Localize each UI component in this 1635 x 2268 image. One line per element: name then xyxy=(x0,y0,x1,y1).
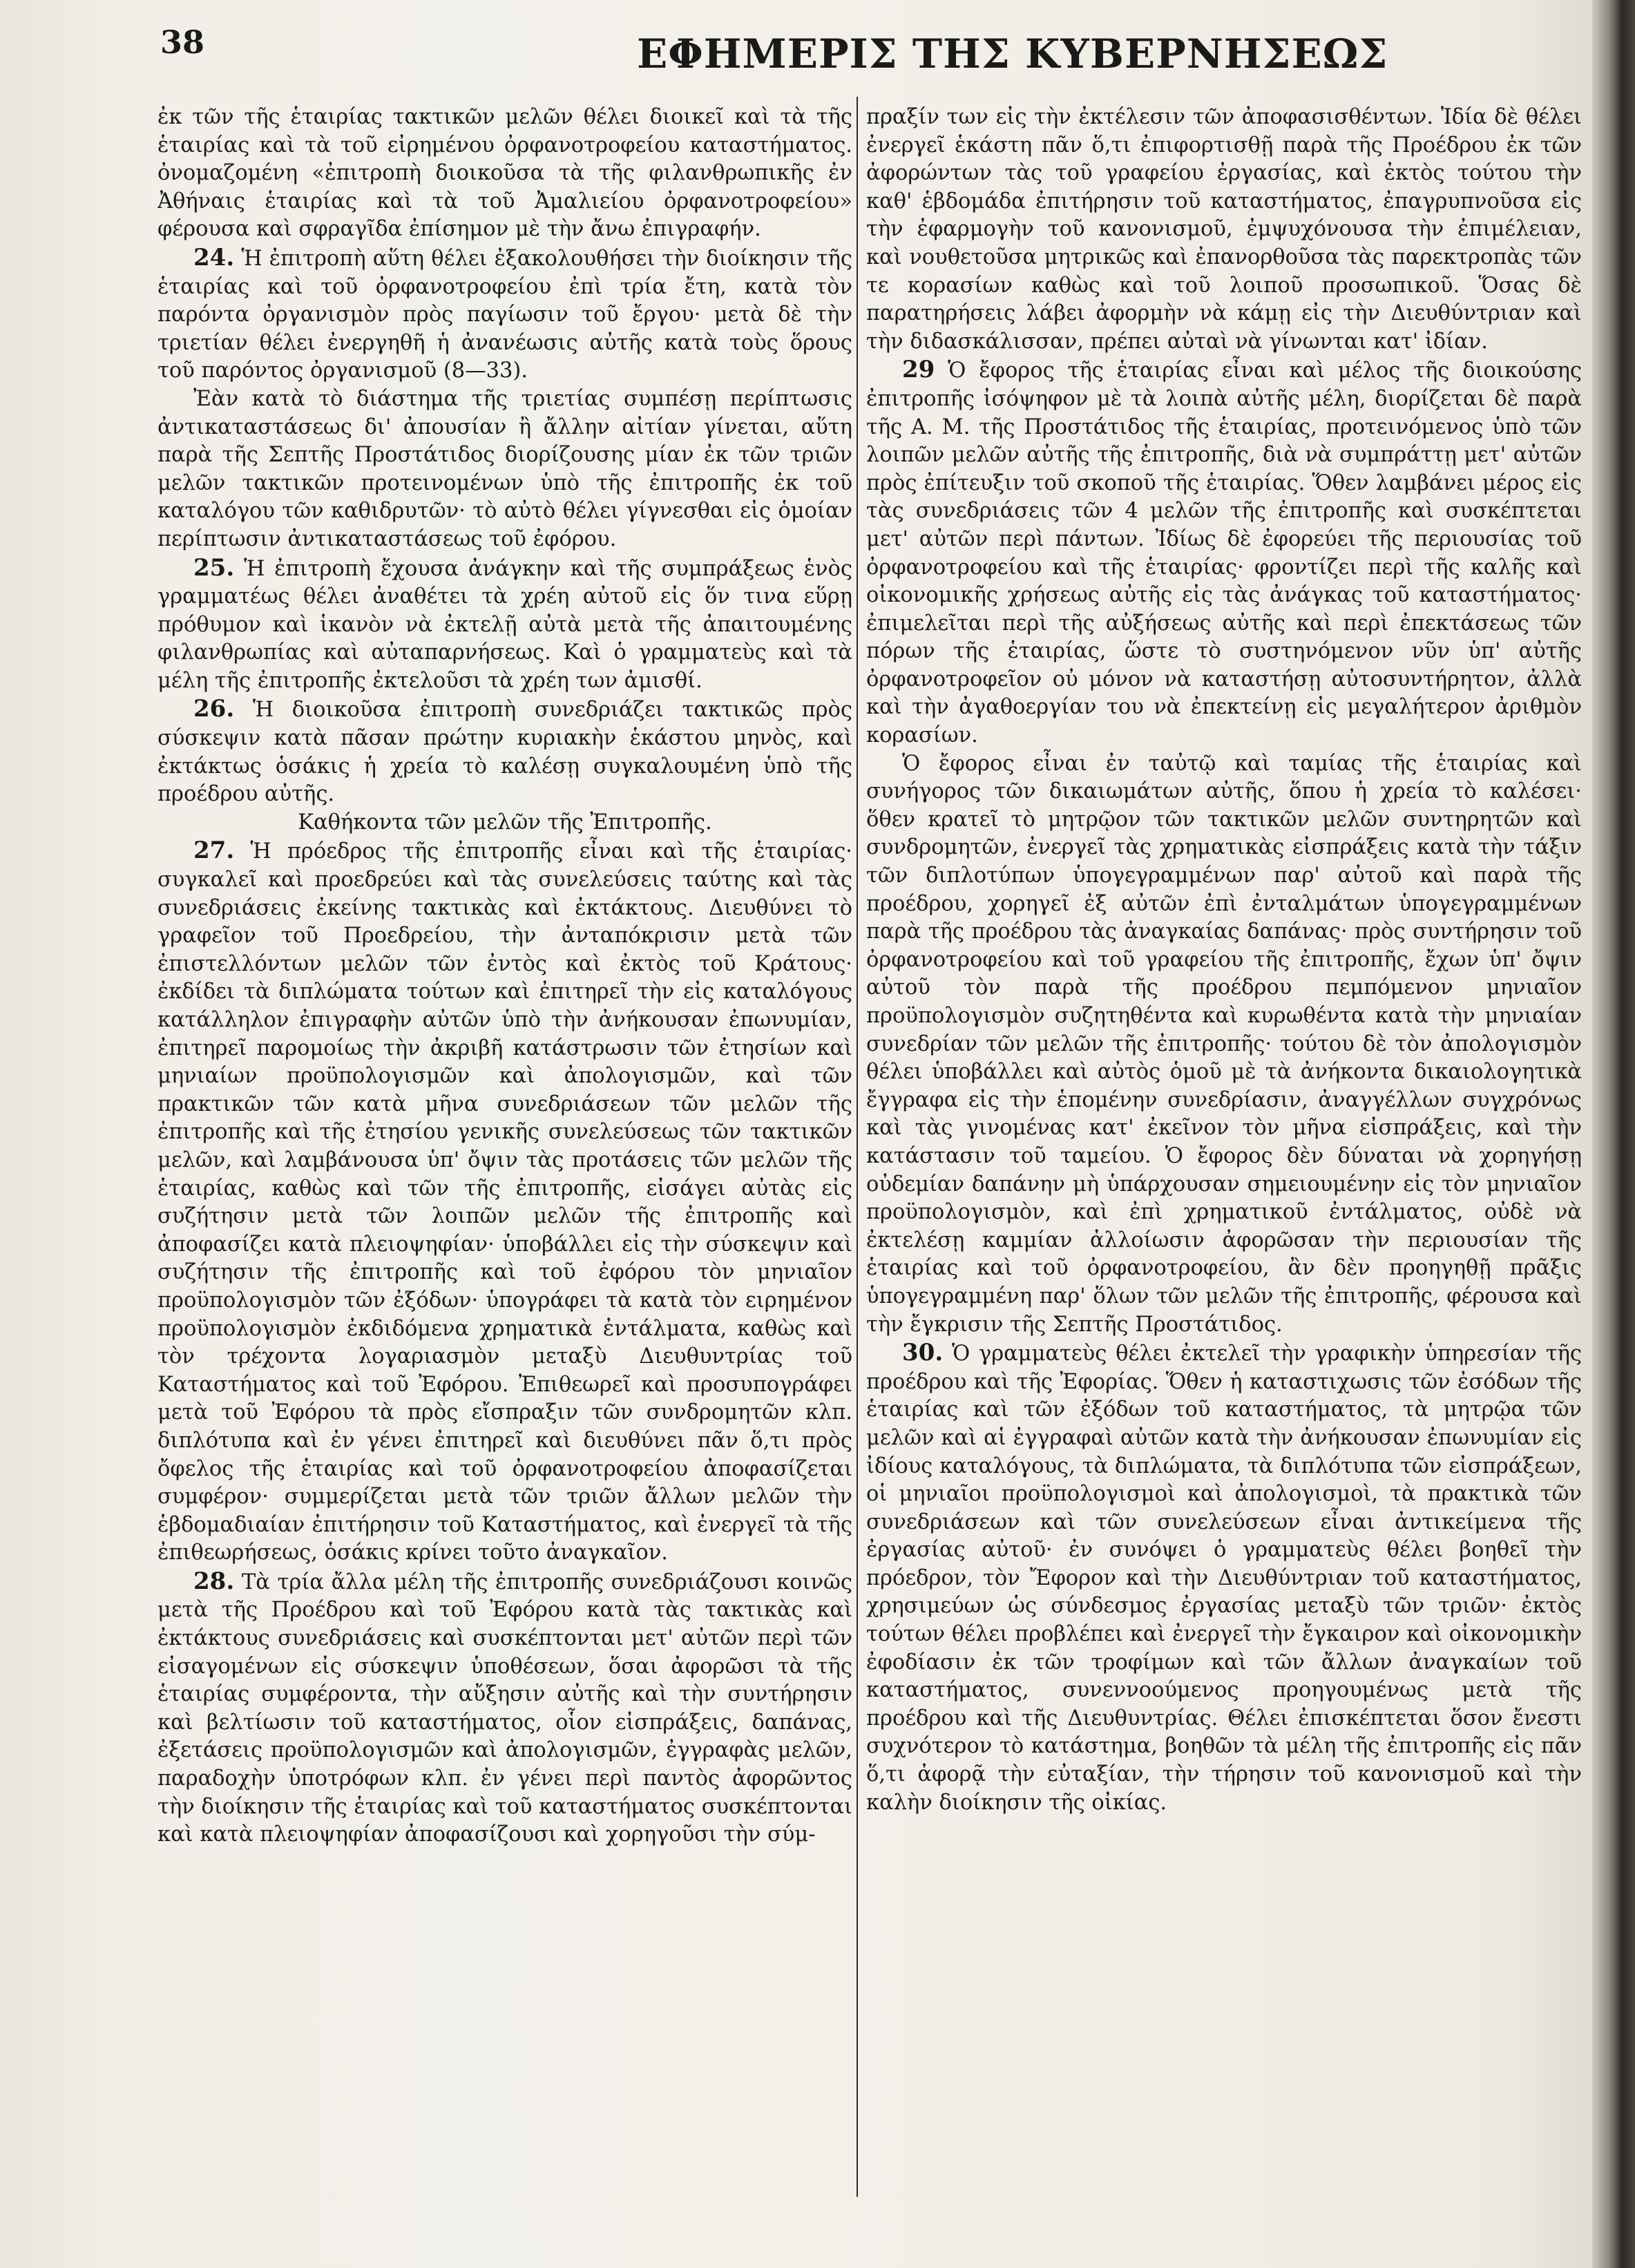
intro-paragraph: ἐκ τῶν τῆς ἑταιρίας τακτικῶν μελῶν θέλει διοικεῖ καὶ τὰ τῆς ἑταιρίας καὶ τὰ τοῦ εἰρημένου ὀρφανοτροφείου καταστήματος. ὀνομαζομένη «ἐπιτροπὴ διοικοῦσα τὰ τῆς φιλανθρωπικῆς ἐν Ἀθήναις ἑταιρίας καὶ τὰ τοῦ Ἀμαλιείου ὀρφανοτροφείου» φέρουσα καὶ σφραγῖδα ἐπίσημον μὲ τὴν ἄνω ἐπιγραφήν. xyxy=(157,105,852,242)
article-number: 30. xyxy=(902,1339,944,1367)
article-26: 26. Ἡ διοικοῦσα ἐπιτροπὴ συνεδριάζει τακτικῶς πρὸς σύσκεψιν κατὰ πᾶσαν πρώτην κυριακὴν ἑκάστου μηνὸς, καὶ ἐκτάκτως ὁσάκις ἡ χρεία τὸ καλέσῃ συγκαλουμένη ὑπὸ τῆς προέδρου αὐτῆς. xyxy=(157,695,852,807)
right-column xyxy=(866,104,1582,2211)
article-29-continued: Ὁ ἔφορος εἶναι ἐν ταὐτῷ καὶ ταμίας τῆς ἑταιρίας καὶ συνήγορος τῶν δικαιωμάτων αὐτῆς, ὅπου ἡ χρεία τὸ καλέσει· ὅθεν κρατεῖ τὸ μητρῷον τῶν τακτικῶν μελῶν συντηρητῶν καὶ συνδρομητῶν, ἐνεργεῖ τὰς χρηματικὰς εἰσπράξεις κατὰ τὴν τάξιν τῶν διπλοτύπων ὑπογεγραμμένων παρ' αὐτοῦ καὶ παρὰ τῆς προέδρου, χορηγεῖ ἐξ αὐτῶν ἐπὶ ἐνταλμάτων ὑπογεγραμμένων παρὰ τῆς προέδρου τὰς ἀναγκαίας δαπάνας· πρὸς συντήρησιν τοῦ ὀρφανοτροφείου καὶ τοῦ γραφείου τῆς ἐπιτροπῆς, ἔχων ὑπ' ὄψιν αὐτοῦ τὸν παρὰ τῆς προέδρου πεμπόμενον μηνιαῖον προϋπολογισμὸν συζητηθέντα καὶ κυρωθέντα κατὰ τὴν μηνιαίαν συνεδρίαν τῶν μελῶν τῆς ἐπιτροπῆς· τούτου δὲ τὸν ἀπολογισμὸν θέλει ὑποβάλλει καὶ αὐτὸς ὁμοῦ μὲ τὰ ἀνήκοντα δικαιολογητικὰ ἔγγραφα εἰς τὴν ἑπομένην συνεδρίασιν, ἀναγγέλλων συγχρόνως καὶ τὰς γινομένας κατ' ἐκεῖνον τὸν μῆνα εἰσπράξεις, καὶ τὴν κατάστασιν τοῦ ταμείου. Ὁ ἔφορος δὲν δύναται νὰ χορηγήσῃ οὐδεμίαν δαπάνην μὴ ὑπάρχουσαν σημειουμένην εἰς τὸν μηνιαῖον προϋπολογισμὸν, καὶ ἐπὶ χρηματικοῦ ἐντάλματος, οὐδὲ νὰ ἐκτελέσῃ καμμίαν ἀλλοίωσιν ἀφορῶσαν τὴν περιουσίαν τῆς ἑταιρίας καὶ τοῦ ὀρφανοτροφείου, ἂν δὲν προηγηθῇ πρᾶξις ὑπογεγραμμένη παρ' ὅλων τῶν μελῶν τῆς ἐπιτροπῆς, φέρουσα καὶ τὴν ἔγκρισιν τῆς Σεπτῆς Προστάτιδος. xyxy=(866,751,1582,1337)
article-30: 30. Ὁ γραμματεὺς θέλει ἐκτελεῖ τὴν γραφικὴν ὑπηρεσίαν τῆς προέδρου καὶ τῆς Ἐφορίας. Ὅθεν ἡ καταστιχωσις τῶν ἐσόδων τῆς ἑταιρίας καὶ τῶν ἐξόδων τοῦ καταστήματος, τὰ μητρῷα τῶν μελῶν καὶ αἱ ἐγγραφαὶ αὐτῶν κατὰ τὴν ἀνήκουσαν ἐπωνυμίαν εἰς ἰδίους καταλόγους, τὰ διπλώματα, τὰ διπλότυπα τῶν εἰσπράξεων, οἱ μηνιαῖοι προϋπολογισμοὶ καὶ ἀπολογισμοὶ, τὰ πρακτικὰ τῶν συνεδριάσεων καὶ τῶν συνελεύσεων εἶναι ἀντικείμενα τῆς ἐργασίας αὐτοῦ· ἐν συνόψει ὁ γραμματεὺς θέλει βοηθεῖ τὴν πρόεδρον, τὸν Ἔφορον καὶ τὴν Διευθύντριαν τοῦ καταστήματος, χρησιμεύων ὡς σύνδεσμος ἐργασίας μεταξὺ τῶν τριῶν· ἐκτὸς τούτων θέλει προβλέπει καὶ ἐνεργεῖ τὴν ἔγκαιρον καὶ οἰκονομικὴν ἐφοδίασιν ἐκ τῶν τροφίμων καὶ τῶν ἄλλων ἀναγκαίων τοῦ καταστήματος, συνεννοούμενος προηγουμένως μετὰ τῆς προέδρου καὶ τῆς Διευθυντρίας. Θέλει ἐπισκέπτεται ὅσον ἔνεστι συχνότερον τὸ κατάστημα, βοηθῶν τὰ μέλη τῆς ἐπιτροπῆς εἰς πᾶν ὅ,τι ἀφορᾷ τὴν εὐταξίαν, τὴν τήρησιν τοῦ κανονισμοῦ καὶ τὴν καλὴν διοίκησιν τῆς οἰκίας. xyxy=(866,1339,1582,1815)
article-25: 25. Ἡ ἐπιτροπὴ ἔχουσα ἀνάγκην καὶ τῆς συμπράξεως ἑνὸς γραμματέως θέλει ἀναθέτει τὰ χρέη αὐτοῦ εἰς ὅν τινα εὕρῃ πρόθυμον καὶ ἱκανὸν νὰ ἐκτελῇ αὐτὰ μετὰ τῆς ἀπαιτουμένης φιλανθρωπίας καὶ αὐταπαρνήσεως. Καὶ ὁ γραμματεὺς καὶ τὰ μέλη τῆς ἐπιτροπῆς ἐκτελοῦσι τὰ χρέη των ἀμισθί. xyxy=(157,553,852,693)
article-24-continued: Ἐὰν κατὰ τὸ διάστημα τῆς τριετίας συμπέσῃ περίπτωσις ἀντικαταστάσεως δι' ἀπουσίαν ἢ ἄλλην αἰτίαν γίνεται, αὕτη παρὰ τῆς Σεπτῆς Προστάτιδος διορίζουσης μίαν ἐκ τῶν τριῶν μελῶν τακτικῶν προτεινομένων ὑπὸ τῆς ἐπιτροπῆς ἐκ τοῦ καταλόγου τῶν καθιδρυτῶν· τὸ αὐτὸ θέλει γίγνεσθαι εἰς ὁμοίαν περίπτωσιν ἀντικαταστάσεως τοῦ ἐφόρου. xyxy=(157,386,852,551)
running-title: ΕΦΗΜΕΡΙΣ ΤΗΣ ΚΥΒΕΡΝΗΣΕΩΣ xyxy=(637,30,1388,77)
article-28: 28. Τὰ τρία ἄλλα μέλη τῆς ἐπιτροπῆς συνεδριάζουσι κοινῶς μετὰ τῆς Προέδρου καὶ τοῦ Ἐφόρου κατὰ τὰς τακτικὰς καὶ ἐκτάκτους συνεδριάσεις καὶ συσκέπτονται μετ' αὐτῶν περὶ τῶν εἰσαγομένων εἰς σύσκεψιν ὑποθέσεων, ὅσαι ἀφορῶσι τὰ τῆς ἑταιρίας συμφέροντα, τὴν αὔξησιν αὐτῆς καὶ τὴν συντήρησιν καὶ βελτίωσιν τοῦ καταστήματος, οἷον εἰσπράξεις, δαπάνας, ἐξετάσεις προϋπολογισμῶν καὶ ἀπολογισμῶν, ἐγγραφὰς μελῶν, παραδοχὴν ὑποτρόφων κλπ. ἐν γένει περὶ παντὸς ἀφορῶντος τὴν διοίκησιν τῆς ἑταιρίας καὶ τοῦ καταστήματος συσκέπτονται καὶ κατὰ πλειοψηφίαν ἀποφασίζουσι καὶ χορηγοῦσι τὴν σύμ- xyxy=(157,1567,852,1847)
section-heading: Καθήκοντα τῶν μελῶν τῆς Ἐπιτροπῆς. xyxy=(298,810,712,835)
left-column xyxy=(157,104,852,2211)
continued-paragraph: πραξίν των εἰς τὴν ἐκτέλεσιν τῶν ἀποφασισθέντων. Ἰδία δὲ θέλει ἐνεργεῖ ἑκάστη πᾶν ὅ,τι ἐπιφορτισθῇ παρὰ τῆς Προέδρου ἐκ τῶν ἀφορώντων τὰς τοῦ γραφείου ἐργασίας, καὶ ἐκτὸς τούτου τὴν καθ' ἑβδομάδα ἐπιτήρησιν τοῦ καταστήματος, ἐπαγρυπνοῦσα εἰς τὴν ἐφαρμογὴν τοῦ κανονισμοῦ, ἐμψυχόνουσα τὴν ἐπιμέλειαν, καὶ νουθετοῦσα μητρικῶς καὶ ἐπανορθοῦσα τὰς παρεκτροπὰς τῶν τε κορασίων καθὼς καὶ τοῦ λοιποῦ προσωπικοῦ. Ὅσας δὲ παρατηρήσεις λάβει ἀφορμὴν νὰ κάμῃ εἰς τὴν Διευθύντριαν καὶ τὴν διδασκάλισσαν, πρέπει αὐταὶ νὰ γίνωνται κατ' ἰδίαν. xyxy=(866,105,1582,354)
article-number: 29 xyxy=(902,356,935,384)
column-divider xyxy=(857,97,858,2197)
article-number: 26. xyxy=(193,695,235,723)
article-number: 25. xyxy=(193,553,235,582)
page-header xyxy=(160,23,1556,79)
article-24: 24. Ἡ ἐπιτροπὴ αὕτη θέλει ἐξακολουθήσει τὴν διοίκησιν τῆς ἑταιρίας καὶ τοῦ ὀρφανοτροφείου ἐπὶ τρία ἔτη, κατὰ τὸν παρόντα ὀργανισμὸν πρὸς παγίωσιν τοῦ ἔργου· μετὰ δὲ τὴν τριετίαν θέλει ἐνεργηθῆ ἡ ἀνανέωσις αὐτῆς κατὰ τοὺς ὅρους τοῦ παρόντος ὀργανισμοῦ (8—33). xyxy=(157,243,852,383)
article-number: 28. xyxy=(193,1567,235,1595)
binding-edge xyxy=(1592,0,1635,2268)
article-number: 24. xyxy=(193,243,235,271)
article-29: 29 Ὁ ἔφορος τῆς ἑταιρίας εἶναι καὶ μέλος τῆς διοικούσης ἐπιτροπῆς ἰσόψηφον μὲ τὰ λοιπὰ αὐτῆς μέλη, διορίζεται δὲ παρὰ τῆς Α. Μ. τῆς Προστάτιδος τῆς ἑταιρίας, προτεινόμενος ὑπὸ τῶν λοιπῶν μελῶν αὐτῆς τῆς ἐπιτροπῆς, διὰ νὰ συμπράττῃ μετ' αὐτῶν πρὸς ἐπίτευξιν τοῦ σκοποῦ τῆς ἑταιρίας. Ὅθεν λαμβάνει μέρος εἰς τὰς συνεδριάσεις τῶν 4 μελῶν τῆς ἐπιτροπῆς καὶ συσκέπτεται μετ' αὐτῶν περὶ πάντων. Ἰδίως δὲ ἐφορεύει τῆς περιουσίας τοῦ ὀρφανοτροφείου καὶ τῆς ἑταιρίας· φροντίζει περὶ τῆς καλῆς καὶ οἰκονομικῆς χρήσεως αὐτῆς εἰς τὰς ἀνάγκας τοῦ καταστήματος· ἐπιμελεῖται περὶ τῆς αὐξήσεως αὐτῆς καὶ περὶ ἐπεκτάσεως τῶν πόρων τῆς ἑταιρίας, ὥστε τὸ συστηνόμενον νῦν ὑπ' αὐτῆς ὀρφανοτροφεῖον οὐ μόνον νὰ καταστήσῃ αὐτοσυντήρητον, ἀλλὰ καὶ τὴν ἀγαθοεργίαν του νὰ ἐπεκτείνῃ εἰς μεγαλήτερον ἀριθμὸν κορασίων. xyxy=(866,356,1582,748)
article-number: 27. xyxy=(193,837,235,865)
article-27: 27. Ἡ πρόεδρος τῆς ἐπιτροπῆς εἶναι καὶ τῆς ἑταιρίας· συγκαλεῖ καὶ προεδρεύει καὶ τὰς συνελεύσεις ταύτης καὶ τὰς συνεδριάσεις ἐκείνης τακτικὰς καὶ ἐκτάκτους. Διευθύνει τὸ γραφεῖον τοῦ Προεδρείου, τὴν ἀνταπόκρισιν μετὰ τῶν ἐπιστελλόντων μελῶν τῶν ἐντὸς καὶ ἐκτὸς τοῦ Κράτους· ἐκδίδει τὰ διπλώματα τούτων καὶ ἐπιτηρεῖ τὴν εἰς καταλόγους κατάλληλον ἐπιγραφὴν αὐτῶν ὑπὸ τὴν ἀνήκουσαν ἐπωνυμίαν, ἐπιτηρεῖ παρομοίως τὴν ἀκριβῆ κατάστρωσιν τῶν ἐτησίων καὶ μηνιαίων προϋπολογισμῶν καὶ ἀπολογισμῶν, καὶ τῶν πρακτικῶν τῶν κατὰ μῆνα συνεδριάσεων τῶν μελῶν τῆς ἐπιτροπῆς καὶ τῆς ἐτησίου γενικῆς συνελεύσεως τῶν τακτικῶν μελῶν, καὶ λαμβάνουσα ὑπ' ὄψιν τὰς προτάσεις τῶν μελῶν τῆς ἑταιρίας, καθὼς καὶ τῶν τῆς ἐπιτροπῆς, εἰσάγει αὐτὰς εἰς συζήτησιν μετὰ τῶν λοιπῶν μελῶν τῆς ἐπιτροπῆς καὶ ἀποφασίζει κατὰ πλειοψηφίαν· ὑποβάλλει εἰς τὴν σύσκεψιν καὶ συζήτησιν τῆς ἐπιτροπῆς καὶ τοῦ ἐφόρου τὸν μηνιαῖον προϋπολογισμὸν τῶν ἐξόδων· ὑπογράφει τὰ κατὰ τὸν ειρημένον προϋπολογισμὸν ἐκδιδόμενα χρηματικὰ ἐντάλματα, καθὼς καὶ τὸν τρέχοντα λογαριασμὸν μεταξὺ Διευθυντρίας τοῦ Καταστήματος καὶ τοῦ Ἐφόρου. Ἐπιθεωρεῖ καὶ προσυπογράφει μετὰ τοῦ Ἐφόρου τὰ πρὸς εἴσπραξιν τῶν συνδρομητῶν κλπ. διπλότυπα καὶ ἐν γένει ἐπιτηρεῖ καὶ διευθύνει πᾶν ὅ,τι πρὸς ὄφελος τῆς ἑταιρίας καὶ τοῦ ὀρφανοτροφείου ἀποφασίζεται συμφέρον· συμμερίζεται μετὰ τῶν τριῶν ἄλλων μελῶν τὴν ἑβδομαδιαίαν ἐπιτήρησιν τοῦ Καταστήματος, καὶ ἐνεργεῖ τὰ τῆς ἐπιθεωρήσεως, ὁσάκις κρίνει τοῦτο ἀναγκαῖον. xyxy=(157,837,852,1565)
page-number: 38 xyxy=(160,23,205,61)
